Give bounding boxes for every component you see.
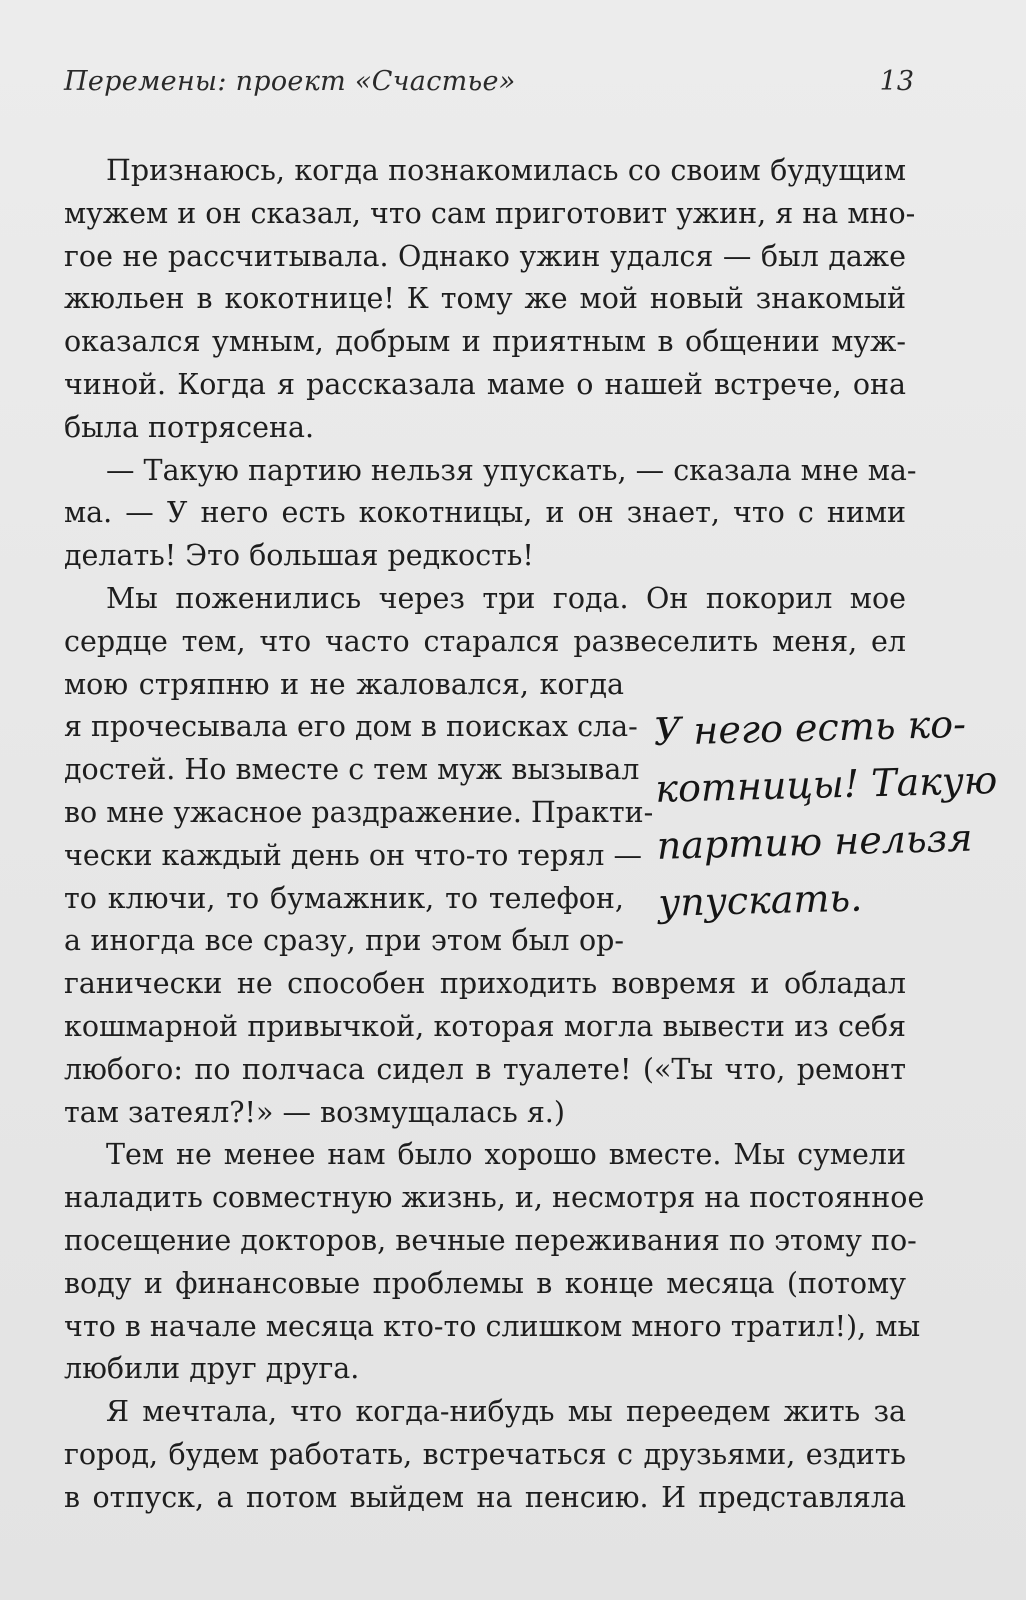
text-line: я прочесывала его дом в поисках сла- [64,710,638,744]
text-line: делать! Это большая редкость! [64,539,534,573]
text-line: Я мечтала, что когда-нибудь мы переедем жить за [106,1395,906,1429]
text-line: кошмарной привычкой, которая могла вывести из себя [64,1009,906,1043]
text-line: посещение докторов, вечные переживания по этому по- [64,1223,917,1257]
text-line: ма. — У него есть кокотницы, и он знает, что с ними [64,496,906,530]
text-line: гое не рассчитывала. Однако ужин удался — был даже [64,239,906,273]
pull-quote-line: партию нельзя [656,815,974,868]
text-line: город, будем работать, встречаться с друзьями, ездить [64,1437,906,1471]
text-line: воду и финансовые проблемы в конце месяца (потому [64,1266,906,1300]
handwritten-pull-quote [653,696,998,932]
text-line: любили друг друга. [64,1352,360,1386]
text-line: мужем и он сказал, что сам приготовит ужин, я на мно- [64,196,916,230]
text-line: Мы поженились через три года. Он покорил мое [106,581,906,615]
text-line: оказался умным, добрым и приятным в общении муж- [64,325,906,359]
text-line: наладить совместную жизнь, и, несмотря на постоянное [64,1181,925,1215]
text-line: была потрясена. [64,410,315,444]
text-line: достей. Но вместе с тем муж вызывал [64,753,640,787]
text-line: во мне ужасное раздражение. Практи- [64,795,654,829]
text-line: там затеял?!» — возмущалась я.) [64,1095,565,1129]
text-line: ганически не способен приходить вовремя и обладал [64,967,906,1001]
text-line: то ключи, то бумажник, то телефон, [64,881,624,915]
text-line: чиной. Когда я рассказала маме о нашей встрече, она [64,367,906,401]
text-line: а иногда все сразу, при этом был ор- [64,924,624,958]
text-line: — Такую партию нельзя упускать, — сказала мне ма- [106,453,917,487]
text-line: Тем не менее нам было хорошо вместе. Мы сумели [106,1138,906,1172]
text-line: мою стряпню и не жаловался, когда [64,667,624,701]
text-line: в отпуск, а потом выйдем на пенсию. И представляла [64,1480,906,1514]
text-line: любого: по полчаса сидел в туалете! («Ты что, ремонт [64,1052,906,1086]
text-line: чески каждый день он что-то терял — [64,838,642,872]
text-line: сердце тем, что часто старался развеселить меня, ел [64,624,906,658]
pull-quote-line: котницы! Такую [654,757,998,811]
page-number: 13 [879,66,914,97]
pull-quote-line: упускать. [657,875,863,925]
pull-quote-line: У него есть ко- [653,701,967,754]
running-head-title: Перемены: проект «Счастье» [64,66,516,97]
text-line: жюльен в кокотнице! К тому же мой новый знакомый [64,282,906,316]
text-line: Признаюсь, когда познакомилась со своим будущим [106,154,906,187]
text-line: что в начале месяца кто-то слишком много тратил!), мы [64,1309,921,1343]
